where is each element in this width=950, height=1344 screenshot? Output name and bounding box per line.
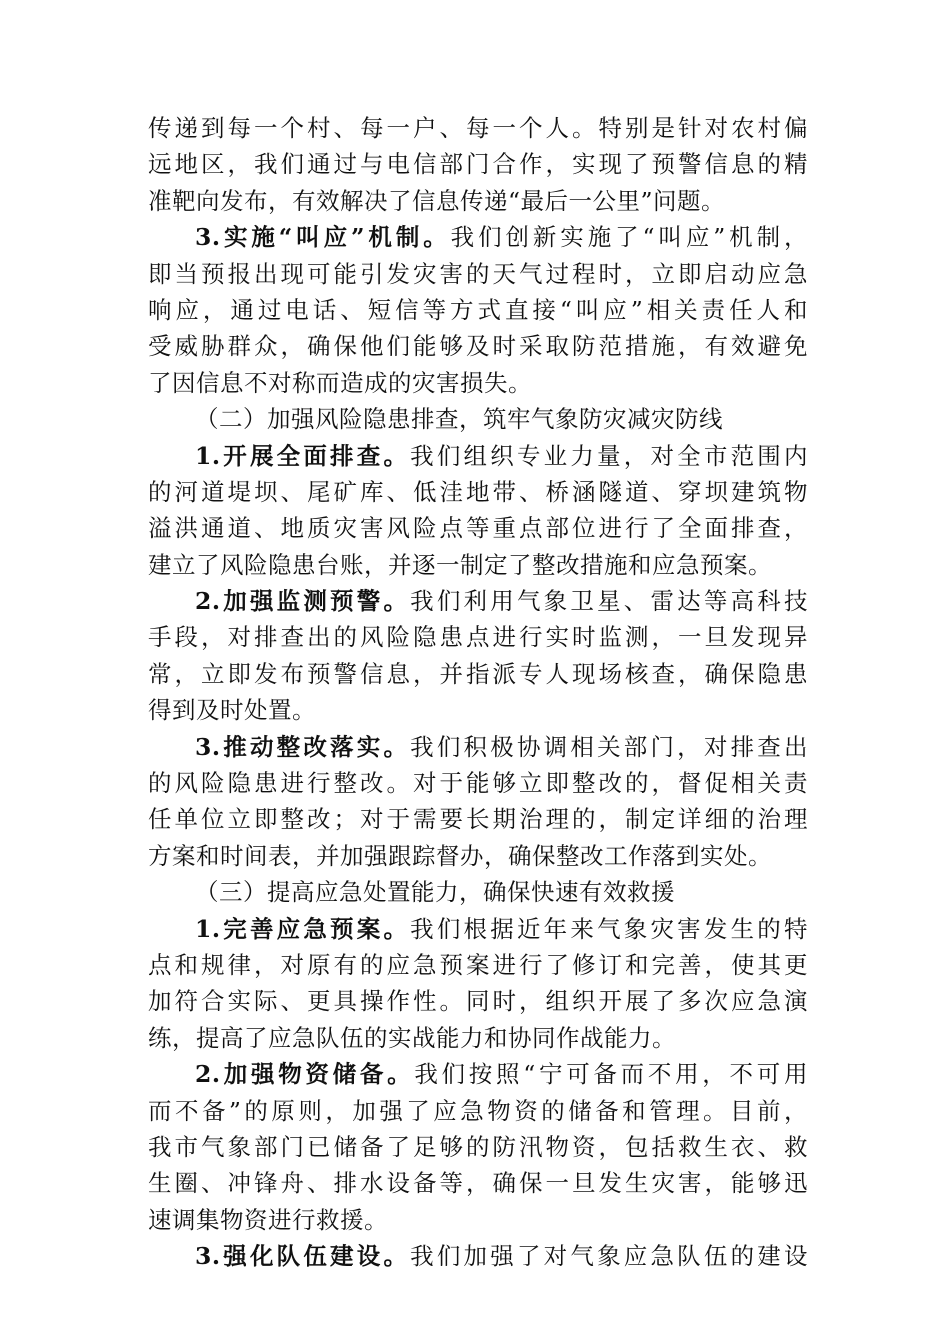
text-line <box>148 183 808 219</box>
section-heading <box>148 401 808 437</box>
item-title: 1.完善应急预案。 <box>195 914 411 943</box>
text-line <box>148 438 808 474</box>
text-line <box>148 1056 808 1092</box>
line-text: 我们利用气象卫星、雷达等高科技 <box>410 587 808 616</box>
text-line <box>148 765 808 801</box>
line-text: 的风险隐患进行整改。对于能够立即整改的，督促相关责 <box>148 769 808 798</box>
text-line <box>148 510 808 546</box>
line-text: 即当预报出现可能引发灾害的天气过程时，立即启动应急 <box>148 259 808 288</box>
text-line <box>148 110 808 146</box>
line-text: 而不备”的原则，加强了应急物资的储备和管理。目前， <box>148 1096 808 1125</box>
line-text: 常，立即发布预警信息，并指派专人现场核查，确保隐患 <box>148 659 808 688</box>
text-line <box>148 729 808 765</box>
item-title: 1.开展全面排查。 <box>195 441 411 470</box>
item-title: 3.推动整改落实。 <box>195 732 411 761</box>
line-text: 我们积极协调相关部门，对排查出 <box>410 732 808 761</box>
text-line <box>148 146 808 182</box>
document-body <box>148 110 808 1275</box>
line-text: 得到及时处置。 <box>148 696 316 725</box>
text-line <box>148 365 808 401</box>
line-text: 受威胁群众，确保他们能够及时采取防范措施，有效避免 <box>148 332 808 361</box>
line-text: 我们加强了对气象应急队伍的建设 <box>410 1242 808 1271</box>
text-line <box>148 292 808 328</box>
line-text: （二）加强风险隐患排查，筑牢气象防灾减灾防线 <box>195 405 723 434</box>
line-text: 任单位立即整改；对于需要长期治理的，制定详细的治理 <box>148 805 808 834</box>
line-text: 我们根据近年来气象灾害发生的特 <box>410 914 808 943</box>
item-title: 3.实施“叫应”机制。 <box>195 223 451 252</box>
text-line <box>148 1093 808 1129</box>
line-text: 方案和时间表，并加强跟踪督办，确保整改工作落到实处。 <box>148 841 772 870</box>
text-line <box>148 947 808 983</box>
text-line <box>148 547 808 583</box>
text-line <box>148 801 808 837</box>
text-line <box>148 1202 808 1238</box>
text-line <box>148 1238 808 1274</box>
text-line <box>148 692 808 728</box>
text-line <box>148 474 808 510</box>
text-line <box>148 219 808 255</box>
line-text: 传递到每一个村、每一户、每一个人。特别是针对农村偏 <box>148 114 808 142</box>
line-text: 远地区，我们通过与电信部门合作，实现了预警信息的精 <box>148 150 808 179</box>
text-line <box>148 656 808 692</box>
item-title: 2.加强物资储备。 <box>195 1060 415 1089</box>
text-line <box>148 1165 808 1201</box>
line-text: 我们按照“宁可备而不用，不可用 <box>414 1060 808 1089</box>
item-title: 2.加强监测预警。 <box>195 587 411 616</box>
text-line <box>148 1020 808 1056</box>
line-text: （三）提高应急处置能力，确保快速有效救援 <box>195 878 675 907</box>
line-text: 速调集物资进行救援。 <box>148 1205 388 1234</box>
line-text: 准靶向发布，有效解决了信息传递“最后一公里”问题。 <box>148 186 726 215</box>
item-title: 3.强化队伍建设。 <box>195 1242 411 1271</box>
line-text: 了因信息不对称而造成的灾害损失。 <box>148 368 532 397</box>
text-line <box>148 911 808 947</box>
line-text: 我们组织专业力量，对全市范围内 <box>410 441 808 470</box>
text-line <box>148 619 808 655</box>
line-text: 手段，对排查出的风险隐患点进行实时监测，一旦发现异 <box>148 623 808 652</box>
text-line <box>148 328 808 364</box>
line-text: 响应，通过电话、短信等方式直接“叫应”相关责任人和 <box>148 295 808 324</box>
text-line <box>148 838 808 874</box>
line-text: 加符合实际、更具操作性。同时，组织开展了多次应急演 <box>148 987 808 1016</box>
line-text: 溢洪通道、地质灾害风险点等重点部位进行了全面排查， <box>148 514 808 543</box>
line-text: 点和规律，对原有的应急预案进行了修订和完善，使其更 <box>148 950 808 979</box>
section-heading <box>148 874 808 910</box>
line-text: 我市气象部门已储备了足够的防汛物资，包括救生衣、救 <box>148 1132 808 1161</box>
text-line <box>148 256 808 292</box>
line-text: 建立了风险隐患台账，并逐一制定了整改措施和应急预案。 <box>148 550 772 579</box>
line-text: 的河道堤坝、尾矿库、低洼地带、桥涵隧道、穿坝建筑物 <box>148 477 808 506</box>
text-line <box>148 983 808 1019</box>
line-text: 生圈、冲锋舟、排水设备等，确保一旦发生灾害，能够迅 <box>148 1169 808 1198</box>
text-line <box>148 1129 808 1165</box>
text-line <box>148 583 808 619</box>
line-text: 我们创新实施了“叫应”机制， <box>450 223 808 252</box>
line-text: 练，提高了应急队伍的实战能力和协同作战能力。 <box>148 1023 676 1052</box>
